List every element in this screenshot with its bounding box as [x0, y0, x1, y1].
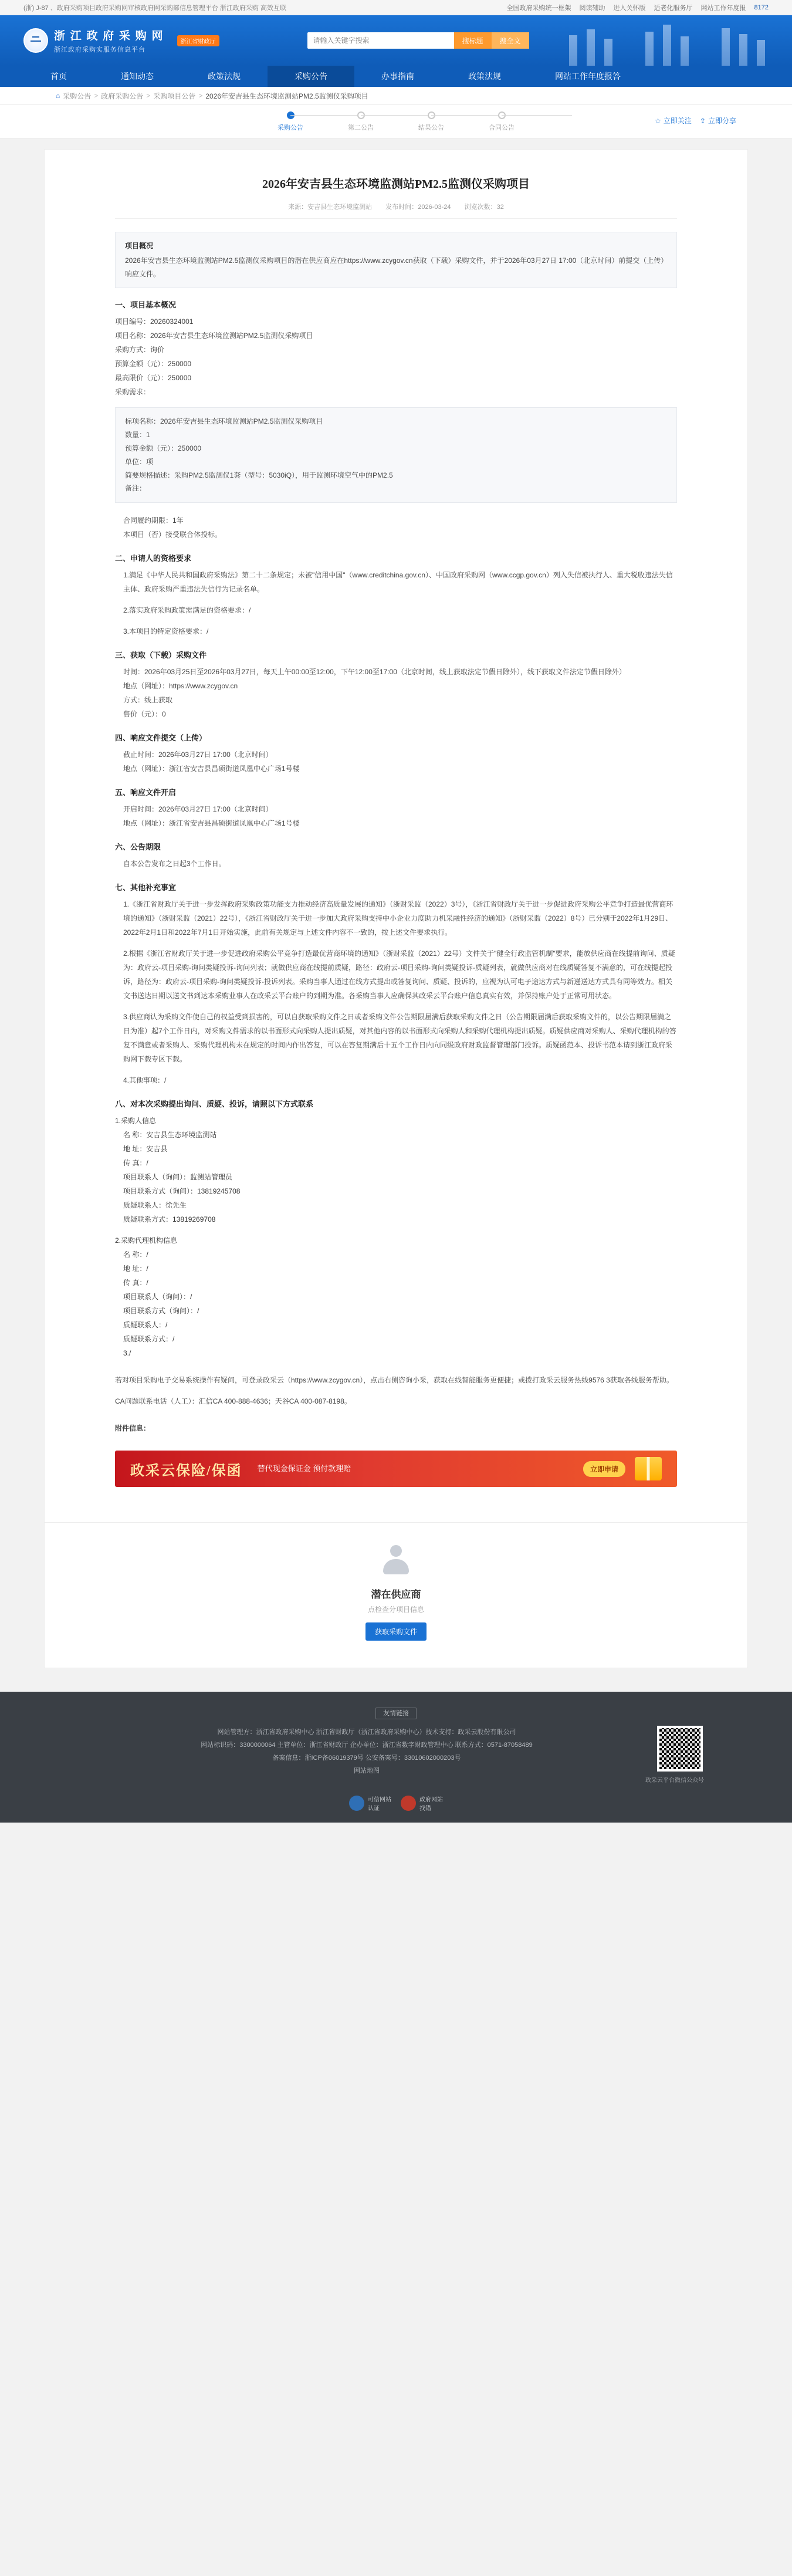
- announcement-document: [44, 149, 748, 1523]
- s3-line-0: 时间：2026年03月25日至2026年03月27日，每天上午00:00至12:00，下午12:00至17:00（北京时间，线上获取法定节假日除外），线下获取文件法定节假日除外）: [123, 668, 626, 677]
- s6-line-0: 自本公告发布之日起3个工作日。: [123, 860, 226, 868]
- breadcrumb-item-1[interactable]: 政府采购公告: [101, 92, 144, 100]
- meta-publish-time: 发布时间：2026-03-24: [385, 204, 451, 211]
- section-1-heading: 一、项目基本概况: [115, 300, 177, 310]
- s7-para-3: 4.其他事项：/: [123, 1076, 167, 1085]
- pkg-line-4: 简要规格描述：采购PM2.5监测仪1套（型号：5030iQ），用于监测环境空气中的PM2.5: [125, 471, 393, 479]
- footer-line-0: 网站管理方：浙江省政府采购中心 浙江省财政厅（浙江省政府采购中心）技术支持：政采云股份有限公司: [217, 1729, 516, 1736]
- pkg-line-3: 单位：项: [125, 457, 154, 466]
- s5-line-1: 地点（网址）：浙江省安吉县昌硕街道凤凰中心广场1号楼: [123, 819, 300, 828]
- gov-site-icon: [349, 1796, 364, 1811]
- breadcrumb: [44, 87, 748, 104]
- nav-item-2[interactable]: 政策法规: [208, 72, 241, 81]
- badge-1-sub: 找错: [419, 1806, 431, 1813]
- agency-heading: 2.采购代理机构信息: [115, 1236, 178, 1245]
- nav-item-0[interactable]: 首页: [50, 72, 67, 81]
- buyer-line-2: 传 真：/: [123, 1159, 148, 1168]
- section-2-heading: 二、申请人的资格要求: [115, 554, 192, 563]
- home-icon[interactable]: ⌂: [56, 92, 60, 100]
- badge-gov-site[interactable]: [349, 1794, 391, 1812]
- s2-line-1: 2.落实政府采购政策需满足的资格要求：/: [123, 606, 251, 615]
- buyer-contact: [115, 1114, 677, 1226]
- step-0[interactable]: [255, 111, 326, 132]
- top-bar-links[interactable]: [507, 3, 769, 12]
- s3-line-3: 售价（元）：0: [123, 710, 166, 719]
- tail-line-0: 若对项目采购电子交易系统操作有疑问，可登录政采云（https://www.zcygov.cn），点击右侧咨询小采，获取在线智能服务更便捷；或拨打政采云服务热线9576 3获取各线服务帮助。: [115, 1376, 673, 1385]
- buyer-line-4: 项目联系方式（询问）：13819245708: [123, 1187, 241, 1196]
- ad-cta-button[interactable]: 立即申请: [583, 1461, 625, 1477]
- package-box: [115, 407, 677, 503]
- main-navigation[interactable]: [0, 66, 792, 87]
- authority-badge: 浙江省财政厅: [177, 35, 219, 46]
- gift-icon: [635, 1457, 662, 1480]
- search-input[interactable]: [307, 32, 454, 49]
- badge-1-label: 政府网站: [419, 1797, 443, 1804]
- top-link-count: 8172: [754, 4, 769, 11]
- s4-line-1: 地点（网址）：浙江省安吉县昌硕街道凤凰中心广场1号楼: [123, 765, 300, 773]
- step-label-3: 合同公告: [489, 124, 515, 131]
- s1-line-5: 采购需求：: [115, 388, 151, 397]
- agency-line-7: 3./: [123, 1349, 131, 1358]
- section-3-heading: 三、获取（下载）采购文件: [115, 651, 207, 660]
- breadcrumb-item-2[interactable]: 采购项目公告: [153, 92, 196, 100]
- tail-line-1: CA问题联系电话（人工）：汇信CA 400-888-4636；天谷CA 400-087-8198。: [115, 1397, 351, 1406]
- s5-line-0: 开启时间：2026年03月27日 17:00（北京时间）: [123, 805, 273, 814]
- top-link-4[interactable]: 网站工作年度报: [700, 4, 746, 12]
- badge-report-error[interactable]: [401, 1794, 443, 1812]
- supplier-subtitle: 点检查分项目信息: [367, 1605, 424, 1614]
- ad-title: 政采云保险/保函: [130, 1463, 242, 1479]
- step-label-2: 结果公告: [418, 124, 444, 131]
- buyer-line-1: 地 址：安吉县: [123, 1145, 168, 1154]
- s7-para-1: 2.根据《浙江省财政厅关于进一步促进政府采购公平竞争打造最优营商环境的通知》（浙财采监（2021）22号）文件关于"健全行政监管机制"要求，能放供应商在线提前询问、质疑为：政府云-项目采购-询问类疑投诉-询问列表；就做供应商在线提前质疑，路径：政府云-项目采购-询问类疑投诉-质疑列表，就做供应商对在线质疑答复不满意的，可在线提起投诉，路径为：政府云-项目采购-询问类疑投诉-投诉列表。采购当事人通过在线方式提出或答复询问、质疑、投诉的，应视为认可电子途达方式与新递送达方式具有同等效力。相关文书送达日期以送文书到达本采购业事人在政采云平台账户的到期为准。各采购当事人应确保其政采云平台账户信息真实有效，并保持账户处于正常可用状态。: [123, 949, 675, 1000]
- buyer-line-5: 质疑联系人：徐先生: [123, 1201, 187, 1210]
- document-meta: [115, 202, 677, 219]
- section-8-heading: 八、对本次采购提出询问、质疑、投诉，请照以下方式联系: [115, 1100, 314, 1109]
- agency-contact: [115, 1233, 677, 1360]
- friendly-links[interactable]: [0, 1708, 792, 1718]
- agency-line-4: 项目联系方式（询问）：/: [123, 1307, 199, 1316]
- breadcrumb-item-0[interactable]: 采购公告: [63, 92, 92, 100]
- step-2[interactable]: [396, 111, 466, 132]
- section-7-heading: 七、其他补充事宜: [115, 883, 177, 893]
- share-icon: ⇪: [699, 116, 706, 125]
- s1-line-3: 预算金额（元）：250000: [115, 360, 192, 369]
- insurance-ad-banner[interactable]: [115, 1451, 677, 1487]
- buyer-line-6: 质疑联系方式：13819269708: [123, 1215, 216, 1224]
- pkg-line-1: 数量：1: [125, 431, 150, 440]
- s2-line-0: 1.满足《中华人民共和国政府采购法》第二十二条规定；未被"信用中国"（www.creditchina.gov.cn）、中国政府采购网（www.ccgp.gov.cn）列入失信被执行人、重大税收违法失信主体、政府采购严重违法失信行为记录名单。: [123, 571, 673, 594]
- top-link-2[interactable]: 进入关怀版: [613, 4, 646, 12]
- pkg-line-5: 备注：: [125, 484, 147, 493]
- share-button[interactable]: [700, 116, 736, 126]
- s3-line-1: 地点（网址）：https://www.zcygov.cn: [123, 682, 238, 691]
- meta-source: 来源：安吉县生态环境监测站: [288, 204, 373, 211]
- share-label: 立即分享: [708, 117, 736, 125]
- buyer-heading: 1.采购人信息: [115, 1117, 157, 1125]
- buyer-line-0: 名 称：安吉县生态环境监测站: [123, 1131, 217, 1140]
- site-footer: [0, 1692, 792, 1823]
- top-link-1[interactable]: 阅读辅助: [579, 4, 605, 12]
- contract-duration: 合同履约期限：1年: [123, 516, 184, 525]
- nav-item-6[interactable]: 网站工作年度报答: [555, 72, 621, 81]
- step-3[interactable]: [466, 111, 537, 132]
- badge-0-sub: 认证: [368, 1806, 380, 1813]
- footer-sitemap-link[interactable]: 网站地图: [354, 1767, 380, 1775]
- nav-item-4[interactable]: 办事指南: [381, 72, 414, 81]
- pkg-line-0: 标项名称：2026年安吉县生态环境监测站PM2.5监测仪采购项目: [125, 417, 323, 426]
- supplier-title: 潜在供应商: [371, 1589, 421, 1601]
- attachment-heading: 附件信息：: [115, 1424, 151, 1433]
- emblem-icon: [23, 28, 48, 53]
- meta-views: 浏览次数：32: [464, 204, 504, 211]
- follow-label: 立即关注: [663, 117, 692, 125]
- breadcrumb-sep: >: [198, 92, 203, 100]
- download-document-button[interactable]: 获取采购文件: [365, 1622, 427, 1641]
- logo-subtitle: 浙江政府采购实服务信息平台: [54, 46, 145, 53]
- footer-line-1: 网站标识码：3300000064 主管单位：浙江省财政厅 企办单位：浙江省数字财政管理中心 联系方式：0571-87058489: [201, 1742, 533, 1749]
- footer-line-2: 备案信息：浙ICP备06019379号 公安备案号：33010602000203号: [272, 1754, 461, 1762]
- wechat-qr-code: [657, 1726, 703, 1772]
- breadcrumb-current: 2026年安吉县生态环境监测站PM2.5监测仪采购项目: [205, 92, 368, 100]
- s1-line-2: 采购方式：询价: [115, 346, 165, 354]
- step-1[interactable]: [326, 111, 396, 132]
- badge-0-label: 可信网站: [368, 1797, 391, 1804]
- section-6-heading: 六、公告期限: [115, 843, 161, 852]
- consortium-note: 本项目（否）接受联合体投标。: [123, 530, 222, 539]
- site-search[interactable]: [307, 32, 529, 49]
- project-overview-box: [115, 232, 677, 288]
- agency-line-3: 项目联系人（询问）：/: [123, 1293, 192, 1301]
- overview-text: 2026年安吉县生态环境监测站PM2.5监测仪采购项目的潜在供应商应在https://www.zcygov.cn获取（下载）采购文件，并于2026年03月27日 17:00（北京时间）前提交（上传）响应文件。: [125, 256, 665, 278]
- search-fulltext-button[interactable]: 搜全文: [492, 32, 529, 49]
- top-utility-bar: [0, 0, 792, 15]
- search-title-button[interactable]: 搜标题: [454, 32, 492, 49]
- supplier-avatar-icon: [377, 1543, 415, 1580]
- s7-para-2: 3.供应商认为采购文件使自己的权益受到损害的，可以自获取采购文件之日或者采购文件公告期限届满后获取采购文件之日（公告期限届满后获取采购文件的，以公告期限届满之日为准）起7个工作日内，对采购文件需求的以书面形式向采购人提出质疑，对其他内容的以书面形式向采购人和采购代理机构提出质疑。质疑供应商对采购人、采购代理机构的答复不满意或者采购人、采购代理机构未在规定的时间内作出答复，可以在答复期满后十五个工作日内向同级政府财政监督管理部门投诉。质疑函范本、投诉书范本请到浙江政府采购网下载专区下载。: [123, 1013, 676, 1064]
- nav-item-5[interactable]: 政策法规: [468, 72, 501, 81]
- supplier-panel: [44, 1523, 748, 1668]
- step-label-1: 第二公告: [348, 124, 374, 131]
- s1-line-4: 最高限价（元）：250000: [115, 374, 192, 383]
- overview-heading: 项目概况: [125, 242, 154, 250]
- breadcrumb-sep: >: [94, 92, 99, 100]
- section-5-heading: 五、响应文件开启: [115, 788, 177, 797]
- agency-line-2: 传 真：/: [123, 1279, 148, 1287]
- agency-line-1: 地 址：/: [123, 1265, 148, 1273]
- top-bar-left-text: (浙) J-87 、政府采购项目政府采购网审核政府网采购部信息管理平台 浙江政府采购 高效互联: [23, 4, 286, 12]
- site-logo[interactable]: [23, 27, 219, 54]
- report-error-icon: [401, 1796, 416, 1811]
- pkg-line-2: 预算金额（元）：250000: [125, 444, 202, 452]
- agency-line-5: 质疑联系人：/: [123, 1321, 168, 1330]
- star-icon: ☆: [655, 116, 661, 125]
- s3-line-2: 方式：线上获取: [123, 696, 173, 705]
- s4-line-0: 截止时间：2026年03月27日 17:00（北京时间）: [123, 751, 273, 759]
- breadcrumb-sep: >: [146, 92, 151, 100]
- step-connector: [502, 115, 572, 116]
- top-link-3[interactable]: 适老化服务厅: [654, 4, 693, 12]
- top-link-0[interactable]: 全国政府采购统一框架: [506, 4, 571, 12]
- ad-subtitle: 替代现金保证金 预付款理赔: [257, 1464, 351, 1473]
- buyer-line-3: 项目联系人（询问）：监测站管理员: [123, 1173, 233, 1182]
- section-4-heading: 四、响应文件提交（上传）: [115, 733, 207, 743]
- nav-item-1[interactable]: 通知动态: [121, 72, 154, 81]
- friendly-links-label[interactable]: 友情链接: [375, 1708, 417, 1719]
- qr-caption: 政采云平台微信公众号: [645, 1777, 704, 1784]
- follow-button[interactable]: [655, 116, 692, 126]
- s2-line-2: 3.本项目的特定资格要求：/: [123, 627, 209, 636]
- site-header: [0, 15, 792, 66]
- nav-item-3[interactable]: 采购公告: [268, 66, 354, 87]
- progress-steps: [44, 105, 748, 138]
- agency-line-6: 质疑联系方式：/: [123, 1335, 175, 1344]
- agency-line-0: 名 称：/: [123, 1250, 148, 1259]
- s7-para-0: 1.《浙江省财政厅关于进一步发挥政府采购政策功能支力推动经济高质量发展的通知》（浙财采监（2022）3号），《浙江省财政厅关于进一步促进政府采购公平竞争打造最优营商环境的通知》（浙财采监（2021）22号），《浙江省财政厅关于进一步加大政府采购支持中小企业力度助力机采融性经济的通知》（浙财采监（2022）8号）已分别于2022年1月29日、2022年2月1日和2022年7月1日开始实施，此前有关规定与上述文件内容不一致的，按上述文件要求执行。: [123, 900, 673, 937]
- logo-title: 浙 江 政 府 采 购 网: [54, 30, 164, 42]
- page-title: 2026年安吉县生态环境监测站PM2.5监测仪采购项目: [262, 178, 530, 191]
- s1-line-1: 项目名称：2026年安吉县生态环境监测站PM2.5监测仪采购项目: [115, 332, 313, 340]
- footer-badges: [0, 1794, 792, 1812]
- s1-line-0: 项目编号：20260324001: [115, 317, 194, 326]
- step-label-0: 采购公告: [277, 124, 303, 131]
